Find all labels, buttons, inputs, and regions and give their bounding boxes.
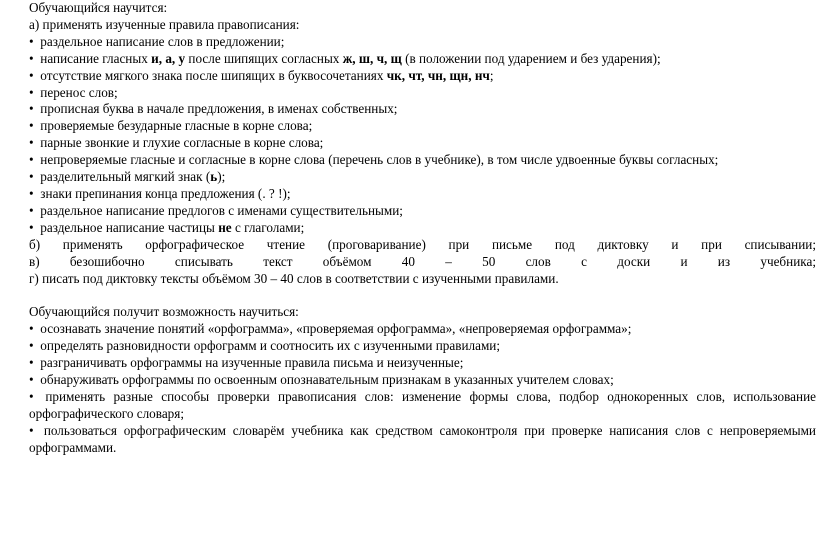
list-item: • разграничивать орфограммы на изученные правила письма и неизученные;	[29, 355, 464, 371]
bullet-icon: •	[29, 33, 34, 49]
section1-heading: Обучающийся научится:	[29, 0, 168, 15]
bullet-icon: •	[29, 67, 34, 83]
list-item: • проверяемые безударные гласные в корне слова;	[29, 118, 313, 134]
list-item: • прописная буква в начале предложения, в именах собственных;	[29, 101, 398, 117]
list-item: • разделительный мягкий знак (ь);	[29, 169, 226, 185]
bullet-icon: •	[29, 50, 34, 66]
bullet-icon: •	[29, 371, 34, 387]
list-item: • раздельное написание частицы не с глаголами;	[29, 219, 305, 235]
bullet-icon: •	[29, 84, 34, 100]
item-v: в) безошибочно списывать текст объёмом 40 – 50 слов с доски и из учебника;	[29, 253, 816, 269]
item-g: г) писать под диктовку тексты объёмом 30 – 40 слов в соответствии с изученными правилами.	[29, 270, 559, 286]
bullet-icon: •	[29, 321, 34, 337]
paragraph-gap	[29, 287, 816, 304]
bullet-icon: •	[29, 338, 34, 354]
bullet-icon: •	[29, 135, 34, 151]
list-item: • раздельное написание слов в предложении;	[29, 33, 285, 49]
list-item: • перенос слов;	[29, 84, 118, 100]
section2-heading: Обучающийся получит возможность научиться:	[29, 304, 299, 320]
list-item: • обнаруживать орфограммы по освоенным опознавательным признакам в указанных учителем словах;	[29, 371, 614, 387]
list-item: • пользоваться орфографическим словарём учебника как средством самоконтроля при проверке написания слов с непроверяемыми орфограммами.	[29, 422, 816, 455]
list-item: • применять разные способы проверки правописания слов: изменение формы слова, подбор однокоренных слов, использование орфографического словаря;	[29, 388, 816, 421]
list-item: • определять разновидности орфограмм и соотносить их с изученными правилами;	[29, 338, 501, 354]
item-b: б) применять орфографическое чтение (проговаривание) при письме под диктовку и при списывании;	[29, 236, 816, 252]
bullet-icon: •	[29, 101, 34, 117]
list-item: • осознавать значение понятий «орфограмма», «проверяемая орфограмма», «непроверяемая орфограмма»;	[29, 321, 632, 337]
bullet-icon: •	[29, 422, 34, 438]
bullet-icon: •	[29, 355, 34, 371]
document-body	[29, 0, 816, 456]
list-item: • отсутствие мягкого знака после шипящих в буквосочетаниях чк, чт, чн, щн, нч;	[29, 67, 494, 83]
list-item: • раздельное написание предлогов с именами существительными;	[29, 202, 403, 218]
bullet-icon: •	[29, 219, 34, 235]
list-item: • знаки препинания конца предложения (. ? !);	[29, 185, 291, 201]
item-a-intro: а) применять изученные правила правописания:	[29, 16, 300, 32]
bullet-icon: •	[29, 202, 34, 218]
list-item: • парные звонкие и глухие согласные в корне слова;	[29, 135, 324, 151]
bullet-icon: •	[29, 388, 34, 404]
bullet-icon: •	[29, 185, 34, 201]
list-item: • написание гласных и, а, у после шипящих согласных ж, ш, ч, щ (в положении под ударением и без ударения);	[29, 50, 661, 66]
bullet-icon: •	[29, 152, 34, 168]
bullet-icon: •	[29, 118, 34, 134]
bullet-icon: •	[29, 169, 34, 185]
list-item: • непроверяемые гласные и согласные в корне слова (перечень слов в учебнике), в том числе удвоенные буквы согласных;	[29, 152, 719, 168]
